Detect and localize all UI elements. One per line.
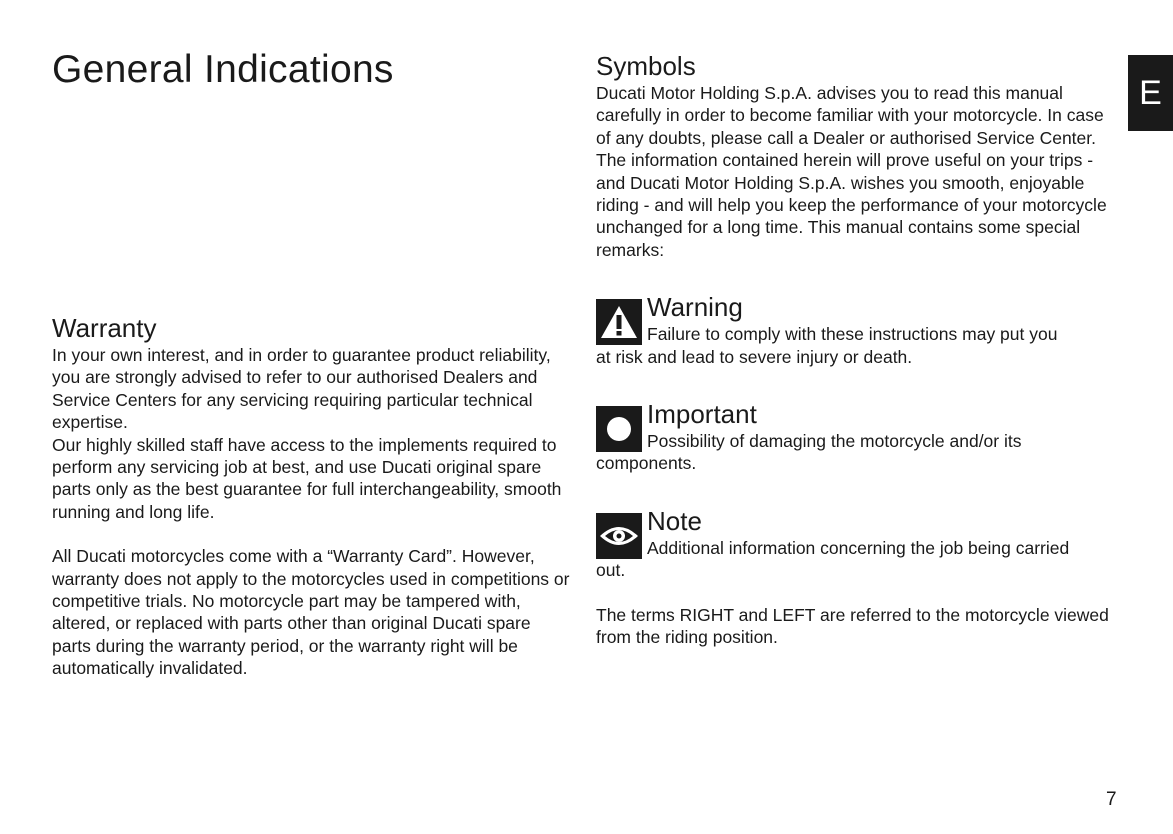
warranty-paragraph-1: In your own interest, and in order to guarantee product reliability, you are strongly advised to refer to our authorised Dealers and Service Centers for any servicing requiring particular technical expertise. xyxy=(52,345,551,433)
warning-text-lead: Failure to comply with these instructions may put you xyxy=(647,324,1058,345)
symbols-heading: Symbols xyxy=(596,51,696,81)
important-dot-icon xyxy=(596,406,642,452)
eye-icon xyxy=(596,513,642,559)
important-text-lead: Possibility of damaging the motorcycle and/or its xyxy=(647,431,1022,452)
paragraph-gap xyxy=(52,523,572,545)
note-text-rest: out. xyxy=(596,560,626,581)
page-title: General Indications xyxy=(52,48,394,91)
symbols-intro: Ducati Motor Holding S.p.A. advises you to read this manual carefully in order to become familiar with your motorcycle. In case of any doubts, please call a Dealer or authorised Service Center. The information contained herein will prove useful on your trips - and Ducati Motor Holding S.p.A. wishes you smooth, enjoyable riding - and will help you keep the performance of your motorcycle unchanged for a long time. This manual contains some special remarks: xyxy=(596,83,1107,260)
warning-title: Warning xyxy=(647,292,743,323)
symbols-closing: The terms RIGHT and LEFT are referred to the motorcycle viewed from the riding position. xyxy=(596,604,1109,648)
important-text-rest: components. xyxy=(596,453,697,474)
warning-text-rest: at risk and lead to severe injury or death. xyxy=(596,346,913,367)
warranty-paragraph-3: All Ducati motorcycles come with a “Warranty Card”. However, warranty does not apply to the motorcycles used in competitions or competitive trials. No motorcycle part may be tampered with, altered, or replaced with parts other than original Ducati spare parts during the warranty period, or the warranty right will be automatically invalidated. xyxy=(52,546,570,679)
warranty-heading: Warranty xyxy=(52,313,157,343)
important-block xyxy=(596,398,1116,475)
section-gap xyxy=(596,261,1116,291)
warranty-section xyxy=(52,312,572,680)
warning-triangle-icon xyxy=(596,299,642,345)
section-gap xyxy=(596,475,1116,505)
section-gap xyxy=(596,368,1116,398)
note-text-lead: Additional information concerning the job being carried xyxy=(647,537,1070,558)
symbols-section xyxy=(596,50,1116,649)
warranty-paragraph-2: Our highly skilled staff have access to the implements required to perform any servicing job at best, and use Ducati original spare parts only as the best guarantee for full interchangeability, smooth running and long life. xyxy=(52,434,562,522)
note-block xyxy=(596,505,1116,582)
warning-block xyxy=(596,291,1116,368)
section-tab: E xyxy=(1128,55,1173,131)
important-title: Important xyxy=(647,399,757,430)
page-number: 7 xyxy=(1106,789,1117,810)
paragraph-gap xyxy=(596,582,1116,604)
note-title: Note xyxy=(647,505,702,536)
